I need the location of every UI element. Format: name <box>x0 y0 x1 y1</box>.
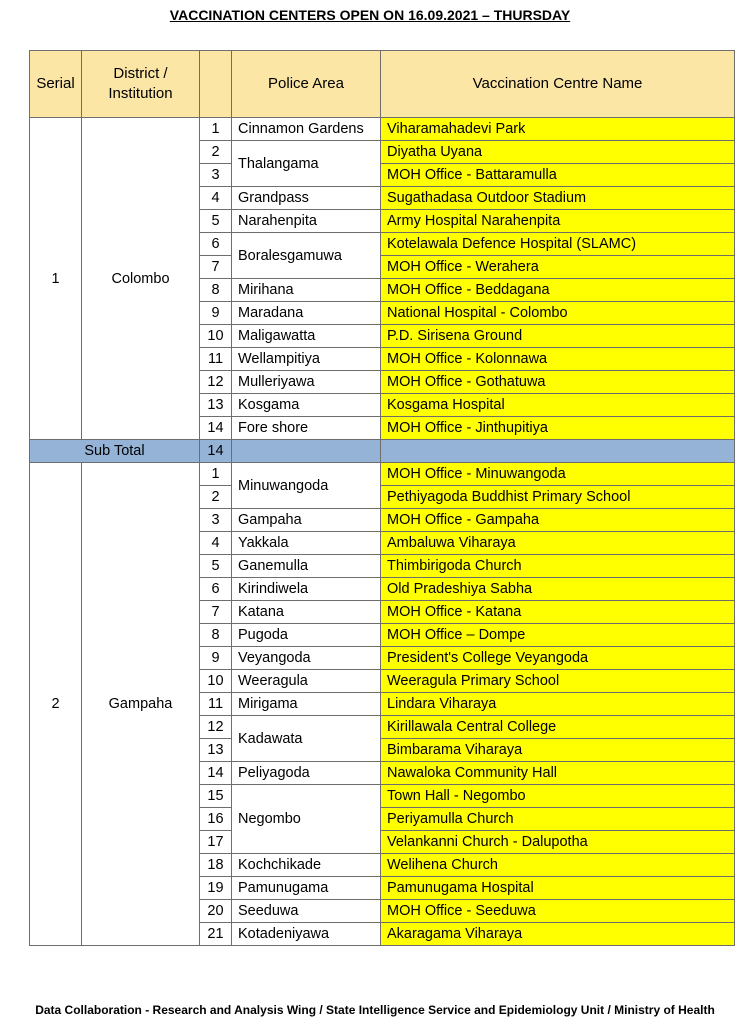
footer-credit: Data Collaboration - Research and Analysis Wing / State Intelligence Service and Epidemiology Unit / Ministry of Health <box>35 1003 715 1017</box>
police-area-cell: Narahenpita <box>232 210 381 233</box>
table-body <box>30 118 735 946</box>
table-row <box>30 463 735 486</box>
police-area-cell: Fore shore <box>232 417 381 440</box>
centre-name-cell: Kirillawala Central College <box>381 716 735 739</box>
row-number-cell: 15 <box>200 785 232 808</box>
centre-name-cell: Welihena Church <box>381 854 735 877</box>
row-number-cell: 18 <box>200 854 232 877</box>
police-area-cell: Kochchikade <box>232 854 381 877</box>
district-cell: Colombo <box>82 118 200 440</box>
row-number-cell: 8 <box>200 279 232 302</box>
serial-cell: 1 <box>30 118 82 440</box>
header-police-area: Police Area <box>232 51 381 118</box>
row-number-cell: 8 <box>200 624 232 647</box>
row-number-cell: 7 <box>200 256 232 279</box>
subtotal-empty-cell <box>232 440 381 463</box>
row-number-cell: 11 <box>200 348 232 371</box>
centre-name-cell: Diyatha Uyana <box>381 141 735 164</box>
centre-name-cell: National Hospital - Colombo <box>381 302 735 325</box>
centre-name-cell: President's College Veyangoda <box>381 647 735 670</box>
police-area-cell: Grandpass <box>232 187 381 210</box>
row-number-cell: 1 <box>200 118 232 141</box>
centre-name-cell: Kotelawala Defence Hospital (SLAMC) <box>381 233 735 256</box>
row-number-cell: 2 <box>200 141 232 164</box>
row-number-cell: 11 <box>200 693 232 716</box>
police-area-cell: Maradana <box>232 302 381 325</box>
row-number-cell: 12 <box>200 371 232 394</box>
police-area-cell: Minuwangoda <box>232 463 381 509</box>
row-number-cell: 4 <box>200 187 232 210</box>
centre-name-cell: Pamunugama Hospital <box>381 877 735 900</box>
row-number-cell: 20 <box>200 900 232 923</box>
centre-name-cell: Viharamahadevi Park <box>381 118 735 141</box>
centre-name-cell: Velankanni Church - Dalupotha <box>381 831 735 854</box>
centre-name-cell: Thimbirigoda Church <box>381 555 735 578</box>
row-number-cell: 7 <box>200 601 232 624</box>
vaccination-centres-table <box>29 50 735 946</box>
district-cell: Gampaha <box>82 463 200 946</box>
row-number-cell: 13 <box>200 394 232 417</box>
row-number-cell: 6 <box>200 233 232 256</box>
header-number <box>200 51 232 118</box>
centre-name-cell: MOH Office - Kolonnawa <box>381 348 735 371</box>
row-number-cell: 4 <box>200 532 232 555</box>
centre-name-cell: MOH Office - Werahera <box>381 256 735 279</box>
police-area-cell: Cinnamon Gardens <box>232 118 381 141</box>
subtotal-row <box>30 440 735 463</box>
police-area-cell: Peliyagoda <box>232 762 381 785</box>
row-number-cell: 2 <box>200 486 232 509</box>
police-area-cell: Kotadeniyawa <box>232 923 381 946</box>
police-area-cell: Seeduwa <box>232 900 381 923</box>
centre-name-cell: Army Hospital Narahenpita <box>381 210 735 233</box>
row-number-cell: 14 <box>200 762 232 785</box>
subtotal-value: 14 <box>200 440 232 463</box>
row-number-cell: 21 <box>200 923 232 946</box>
police-area-cell: Katana <box>232 601 381 624</box>
centre-name-cell: Periyamulla Church <box>381 808 735 831</box>
police-area-cell: Kadawata <box>232 716 381 762</box>
centre-name-cell: Town Hall - Negombo <box>381 785 735 808</box>
row-number-cell: 3 <box>200 509 232 532</box>
row-number-cell: 13 <box>200 739 232 762</box>
centre-name-cell: Akaragama Viharaya <box>381 923 735 946</box>
police-area-cell: Mirigama <box>232 693 381 716</box>
serial-cell: 2 <box>30 463 82 946</box>
table-header-row <box>30 51 735 118</box>
police-area-cell: Wellampitiya <box>232 348 381 371</box>
subtotal-empty-cell <box>381 440 735 463</box>
centre-name-cell: MOH Office - Minuwangoda <box>381 463 735 486</box>
row-number-cell: 10 <box>200 670 232 693</box>
centre-name-cell: MOH Office - Gampaha <box>381 509 735 532</box>
centre-name-cell: MOH Office - Katana <box>381 601 735 624</box>
header-serial: Serial <box>30 51 82 118</box>
row-number-cell: 10 <box>200 325 232 348</box>
police-area-cell: Negombo <box>232 785 381 854</box>
centre-name-cell: Lindara Viharaya <box>381 693 735 716</box>
centre-name-cell: Nawaloka Community Hall <box>381 762 735 785</box>
row-number-cell: 1 <box>200 463 232 486</box>
row-number-cell: 6 <box>200 578 232 601</box>
police-area-cell: Weeragula <box>232 670 381 693</box>
centre-name-cell: Ambaluwa Viharaya <box>381 532 735 555</box>
subtotal-label: Sub Total <box>30 440 200 463</box>
centre-name-cell: Old Pradeshiya Sabha <box>381 578 735 601</box>
centre-name-cell: MOH Office - Beddagana <box>381 279 735 302</box>
centre-name-cell: MOH Office - Seeduwa <box>381 900 735 923</box>
centre-name-cell: Bimbarama Viharaya <box>381 739 735 762</box>
row-number-cell: 5 <box>200 210 232 233</box>
police-area-cell: Mulleriyawa <box>232 371 381 394</box>
police-area-cell: Maligawatta <box>232 325 381 348</box>
row-number-cell: 16 <box>200 808 232 831</box>
row-number-cell: 19 <box>200 877 232 900</box>
row-number-cell: 9 <box>200 647 232 670</box>
centre-name-cell: MOH Office - Battaramulla <box>381 164 735 187</box>
police-area-cell: Pugoda <box>232 624 381 647</box>
row-number-cell: 9 <box>200 302 232 325</box>
police-area-cell: Kirindiwela <box>232 578 381 601</box>
police-area-cell: Kosgama <box>232 394 381 417</box>
row-number-cell: 5 <box>200 555 232 578</box>
police-area-cell: Boralesgamuwa <box>232 233 381 279</box>
centre-name-cell: Pethiyagoda Buddhist Primary School <box>381 486 735 509</box>
police-area-cell: Pamunugama <box>232 877 381 900</box>
table-row <box>30 118 735 141</box>
centre-name-cell: MOH Office - Jinthupitiya <box>381 417 735 440</box>
centre-name-cell: MOH Office – Dompe <box>381 624 735 647</box>
police-area-cell: Ganemulla <box>232 555 381 578</box>
header-centre-name: Vaccination Centre Name <box>381 51 735 118</box>
police-area-cell: Thalangama <box>232 141 381 187</box>
row-number-cell: 3 <box>200 164 232 187</box>
police-area-cell: Mirihana <box>232 279 381 302</box>
centre-name-cell: Kosgama Hospital <box>381 394 735 417</box>
centre-name-cell: P.D. Sirisena Ground <box>381 325 735 348</box>
row-number-cell: 12 <box>200 716 232 739</box>
centre-name-cell: Weeragula Primary School <box>381 670 735 693</box>
document-title: VACCINATION CENTERS OPEN ON 16.09.2021 – THURSDAY <box>169 7 571 23</box>
police-area-cell: Yakkala <box>232 532 381 555</box>
row-number-cell: 17 <box>200 831 232 854</box>
police-area-cell: Gampaha <box>232 509 381 532</box>
row-number-cell: 14 <box>200 417 232 440</box>
centre-name-cell: MOH Office - Gothatuwa <box>381 371 735 394</box>
header-district: District / Institution <box>82 51 200 118</box>
police-area-cell: Veyangoda <box>232 647 381 670</box>
centre-name-cell: Sugathadasa Outdoor Stadium <box>381 187 735 210</box>
